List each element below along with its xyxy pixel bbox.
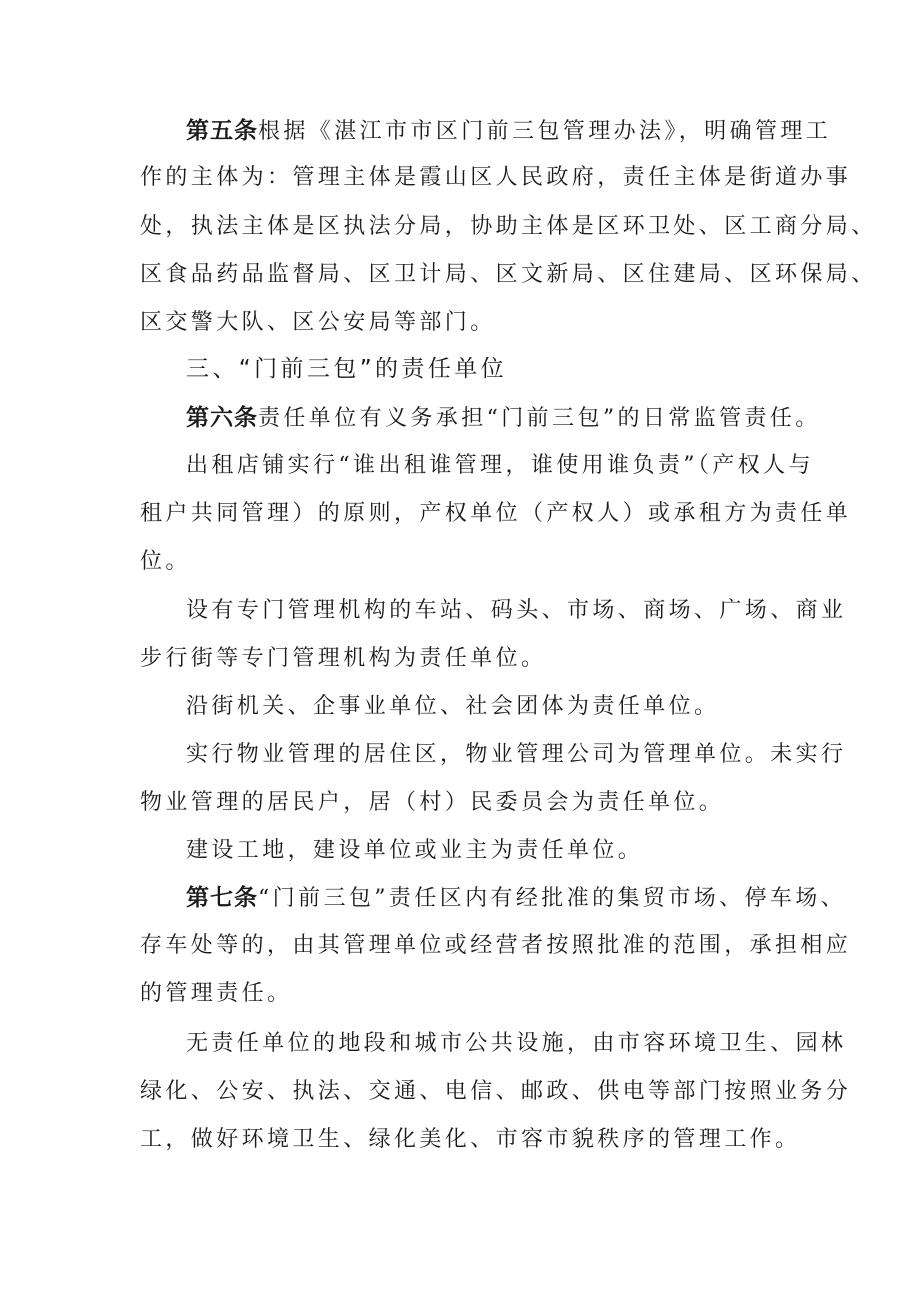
public-line-1: 无责任单位的地段和城市公共设施，由市容环境卫生、园林 <box>186 1031 847 1056</box>
article5-line-4: 区食品药品监督局、区卫计局、区文新局、区住建局、区环保局、 <box>140 262 877 287</box>
rental-line-3: 位。 <box>140 549 191 574</box>
article5-line-3: 处，执法主体是区执法分局，协助主体是区环卫处、区工商分局、 <box>140 214 877 239</box>
article6-title: 第六条 <box>186 405 258 431</box>
article6-line-1 <box>186 403 821 434</box>
article7-line-2: 存车处等的，由其管理单位或经营者按照批准的范围，承担相应 <box>140 933 852 958</box>
article5-line-2: 作的主体为：管理主体是霞山区人民政府，责任主体是街道办事 <box>140 165 852 190</box>
construction-line-1: 建设工地，建设单位或业主为责任单位。 <box>186 838 644 863</box>
article7-text: “门前三包”责任区内有经批准的集贸市场、停车场、 <box>258 886 847 911</box>
special-line-1: 设有专门管理机构的车站、码头、市场、商场、广场、商业 <box>186 598 847 623</box>
article7-line-3: 的管理责任。 <box>140 981 293 1006</box>
public-line-2: 绿化、公安、执法、交通、电信、邮政、供电等部门按照业务分 <box>140 1079 852 1104</box>
article5-line-5: 区交警大队、区公安局等部门。 <box>140 310 496 335</box>
property-line-2: 物业管理的居民户，居（村）民委员会为责任单位。 <box>140 790 725 815</box>
article6-text: 责任单位有义务承担“门前三包”的日常监管责任。 <box>258 406 821 431</box>
article5-text: 根据《湛江市市区门前三包管理办法》，明确管理工 <box>258 119 832 144</box>
rental-line-2: 租户共同管理）的原则，产权单位（产权人）或承租方为责任单 <box>140 501 852 526</box>
article7-line-1 <box>186 883 846 914</box>
public-line-3: 工，做好环境卫生、绿化美化、市容市貌秩序的管理工作。 <box>140 1127 801 1152</box>
property-line-1: 实行物业管理的居住区，物业管理公司为管理单位。未实行 <box>186 742 847 767</box>
article7-title: 第七条 <box>186 885 258 911</box>
street-line-1: 沿街机关、企事业单位、社会团体为责任单位。 <box>186 694 720 719</box>
rental-line-1: 出租店铺实行“谁出租谁管理，谁使用谁负责”（产权人与 <box>186 453 814 478</box>
section-heading: 三、“门前三包”的责任单位 <box>186 356 508 382</box>
article5-title: 第五条 <box>186 118 258 144</box>
special-line-2: 步行街等专门管理机构为责任单位。 <box>140 646 547 671</box>
article5-line-1 <box>186 116 831 147</box>
